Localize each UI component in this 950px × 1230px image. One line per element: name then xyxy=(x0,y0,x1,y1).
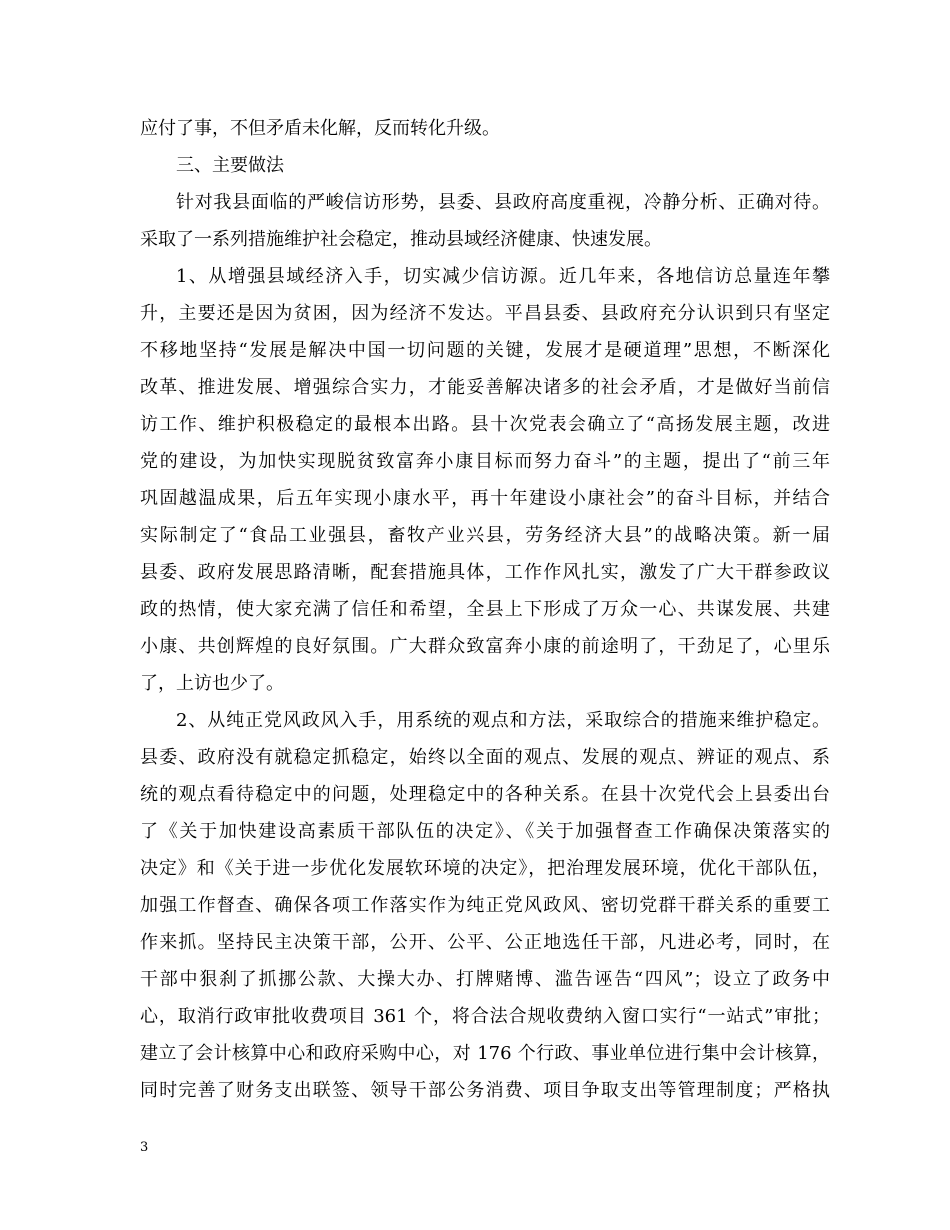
text-line: 了《关于加快建设高素质干部队伍的决定》、《关于加强督查工作确保决策落实的 xyxy=(140,821,830,842)
text-line: 加强工作督查、确保各项工作落实作为纯正党风政风、密切党群干群关系的重要工 xyxy=(140,895,830,916)
page-number: 3 xyxy=(140,1140,149,1155)
text-line: 改革、推进发展、增强综合实力，才能妥善解决诸多的社会矛盾，才是做好当前信 xyxy=(140,377,830,398)
text-line: 县委、政府发展思路清晰，配套措施具体，工作作风扎实，激发了广大干群参政议 xyxy=(140,562,830,583)
text-line: 作来抓。坚持民主决策干部，公开、公平、公正地选任干部，凡进必考，同时，在 xyxy=(140,932,830,953)
text-line: 巩固越温成果，后五年实现小康水平，再十年建设小康社会”的奋斗目标，并结合 xyxy=(140,488,830,509)
text-line: 了，上访也少了。 xyxy=(140,673,284,694)
text-line: 应付了事，不但矛盾未化解，反而转化升级。 xyxy=(140,118,500,139)
text-line: 1、从增强县域经济入手，切实减少信访源。近几年来，各地信访总量连年攀 xyxy=(176,266,830,287)
section-heading: 三、主要做法 xyxy=(176,155,284,176)
text-line: 访工作、维护积极稳定的最根本出路。县十次党表会确立了“高扬发展主题，改进 xyxy=(140,414,830,435)
text-line: 政的热情，使大家充满了信任和希望，全县上下形成了万众一心、共谋发展、共建 xyxy=(140,599,830,620)
text-line: 党的建设，为加快实现脱贫致富奔小康目标而努力奋斗”的主题，提出了“前三年 xyxy=(140,451,830,472)
text-line: 升，主要还是因为贫困，因为经济不发达。平昌县委、县政府充分认识到只有坚定 xyxy=(140,303,830,324)
text-line: 针对我县面临的严峻信访形势，县委、县政府高度重视，冷静分析、正确对待。 xyxy=(176,192,830,213)
text-line: 建立了会计核算中心和政府采购中心，对 176 个行政、事业单位进行集中会计核算， xyxy=(140,1043,830,1064)
text-line: 干部中狠刹了抓挪公款、大操大办、打牌赌博、滥告诬告“四风”；设立了政务中 xyxy=(140,969,830,990)
text-line: 不移地坚持“发展是解决中国一切问题的关键，发展才是硬道理”思想，不断深化 xyxy=(140,340,830,361)
text-line: 2、从纯正党风政风入手，用系统的观点和方法，采取综合的措施来维护稳定。 xyxy=(176,710,830,731)
text-line: 同时完善了财务支出联签、领导干部公务消费、项目争取支出等管理制度；严格执 xyxy=(140,1080,830,1101)
text-line: 采取了一系列措施维护社会稳定，推动县域经济健康、快速发展。 xyxy=(140,229,662,250)
text-line: 小康、共创辉煌的良好氛围。广大群众致富奔小康的前途明了，干劲足了，心里乐 xyxy=(140,636,830,657)
text-line: 县委、政府没有就稳定抓稳定，始终以全面的观点、发展的观点、辨证的观点、系 xyxy=(140,747,830,768)
text-line: 实际制定了“食品工业强县，畜牧产业兴县，劳务经济大县”的战略决策。新一届 xyxy=(140,525,830,546)
text-line: 决定》和《关于进一步优化发展软环境的决定》，把治理发展环境，优化干部队伍， xyxy=(140,858,830,879)
text-line: 心，取消行政审批收费项目 361 个，将合法合规收费纳入窗口实行“一站式”审批； xyxy=(140,1006,830,1027)
text-line: 统的观点看待稳定中的问题，处理稳定中的各种关系。在县十次党代会上县委出台 xyxy=(140,784,830,805)
